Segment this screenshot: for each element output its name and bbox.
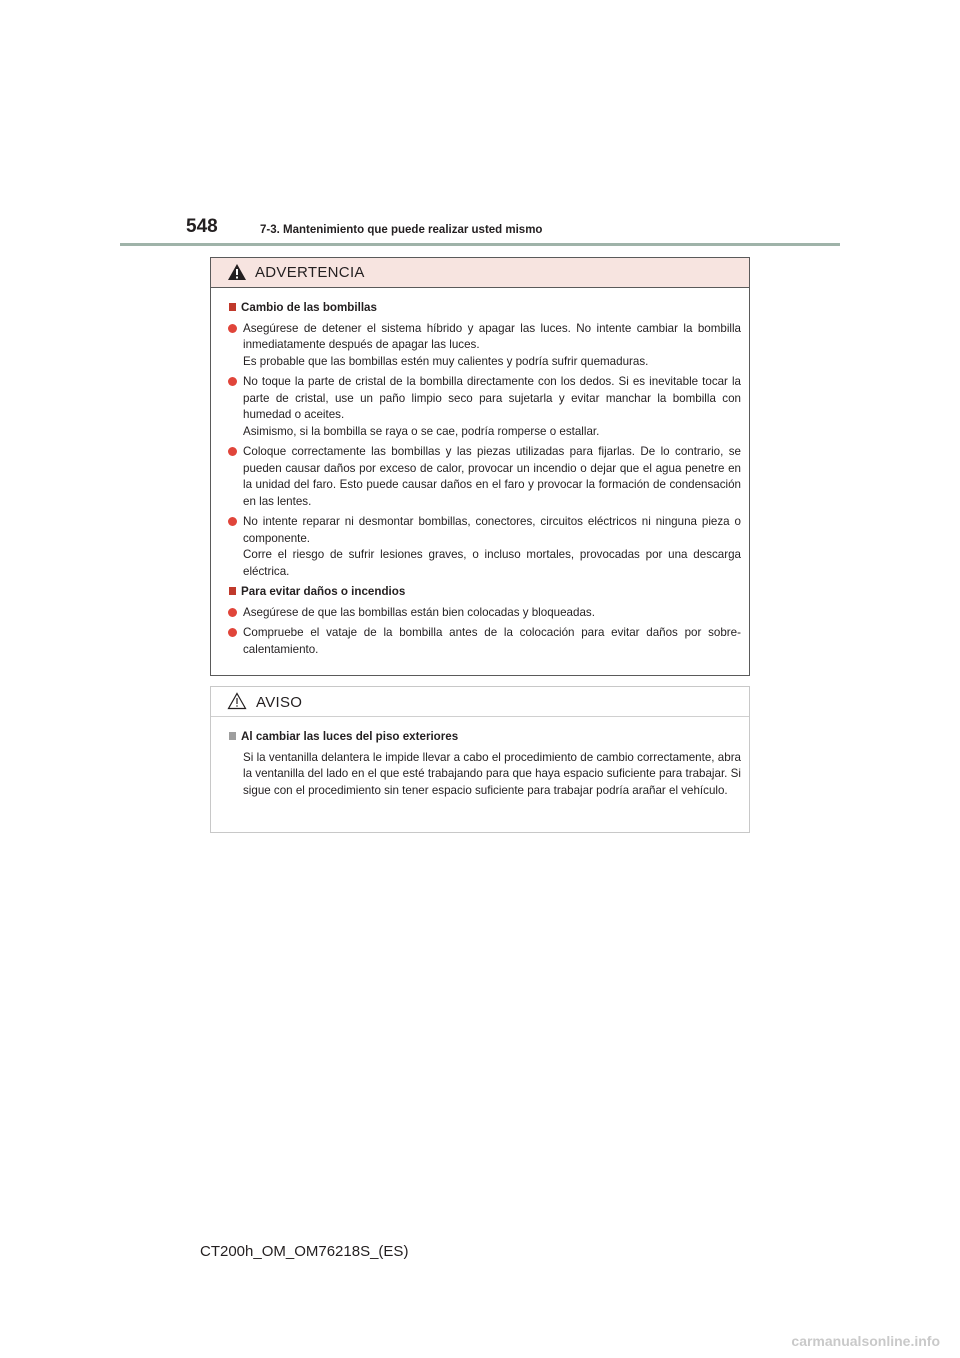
bullet-text: Corre el riesgo de sufrir lesiones graves, o incluso mortales, provocadas por una descarga eléctrica. [243,548,741,578]
warning-bullet [227,514,741,580]
round-bullet-icon [228,324,237,333]
round-bullet-icon [228,447,237,456]
square-bullet-icon [229,587,236,595]
bullet-text: Asimismo, si la bombilla se raya o se cae, podría romperse o estallar. [243,424,600,438]
notice-header [211,687,749,717]
notice-title: AVISO [256,694,303,711]
warning-bullet [227,321,741,371]
bullet-text: Es probable que las bombillas estén muy calientes y podría sufrir quemaduras. [243,354,649,368]
warning-title: ADVERTENCIA [255,264,365,281]
warning-bullet [227,625,741,658]
round-bullet-icon [228,377,237,386]
warning-heading [227,300,741,317]
warning-box [210,257,750,676]
warning-heading [227,584,741,601]
warning-heading-text: Para evitar daños o incendios [241,585,406,598]
warning-heading-text: Cambio de las bombillas [241,301,377,314]
section-title: 7-3. Mantenimiento que puede realizar usted mismo [260,224,543,236]
page-number: 548 [186,216,218,237]
bullet-text: Asegúrese de que las bombillas están bien colocadas y bloqueadas. [243,605,595,619]
bullet-text: No intente reparar ni desmontar bombillas, conectores, circuitos eléctricos ni ninguna pieza o componente. [243,515,741,545]
bullet-text: Asegúrese de detener el sistema híbrido y apagar las luces. No intente cambiar la bombilla inmediatamente después de apagar las luces. [243,321,741,351]
warning-header [211,258,749,288]
square-bullet-icon [229,732,236,740]
square-bullet-icon [229,303,236,311]
warning-triangle-icon [227,263,247,281]
bullet-text: No toque la parte de cristal de la bombilla directamente con los dedos. Si es inevitable tocar la parte de cristal, use un paño limpio seco para sujetarla y evitar manchar la bombilla con humedad o aceites. [243,375,741,421]
warning-bullet [227,444,741,510]
warning-body [211,288,749,658]
bullet-text: Coloque correctamente las bombillas y las piezas utilizadas para fijarlas. De lo contrario, se pueden causar daños por exceso de calor, provocar un incendio o dejar que el agua penetre en la unidad del faro. Esto puede causar daños en el faro y provocar la formación de condensación en las lentes. [243,445,741,508]
caution-triangle-icon [227,692,247,710]
warning-bullet [227,605,741,622]
round-bullet-icon [228,628,237,637]
notice-heading-text: Al cambiar las luces del piso exteriores [241,730,459,743]
notice-body [211,717,749,799]
round-bullet-icon [228,608,237,617]
notice-box [210,686,750,833]
watermark: carmanualsonline.info [791,1333,940,1349]
warning-bullet [227,374,741,440]
notice-text: Si la ventanilla delantera le impide llevar a cabo el procedimiento de cambio correctamente, abra la ventanilla del lado en el que esté trabajando para que haya espacio suficiente para trabajar. Si sigue con el procedimiento sin tener espacio suficiente para trabajar podría arañar el vehículo. [243,750,741,797]
round-bullet-icon [228,517,237,526]
notice-heading [227,729,741,746]
bullet-text: Compruebe el vataje de la bombilla antes de la colocación para evitar daños por sobrecalentamiento. [243,626,741,656]
header-rule [120,243,840,246]
manual-code: CT200h_OM_OM76218S_(ES) [200,1243,409,1260]
